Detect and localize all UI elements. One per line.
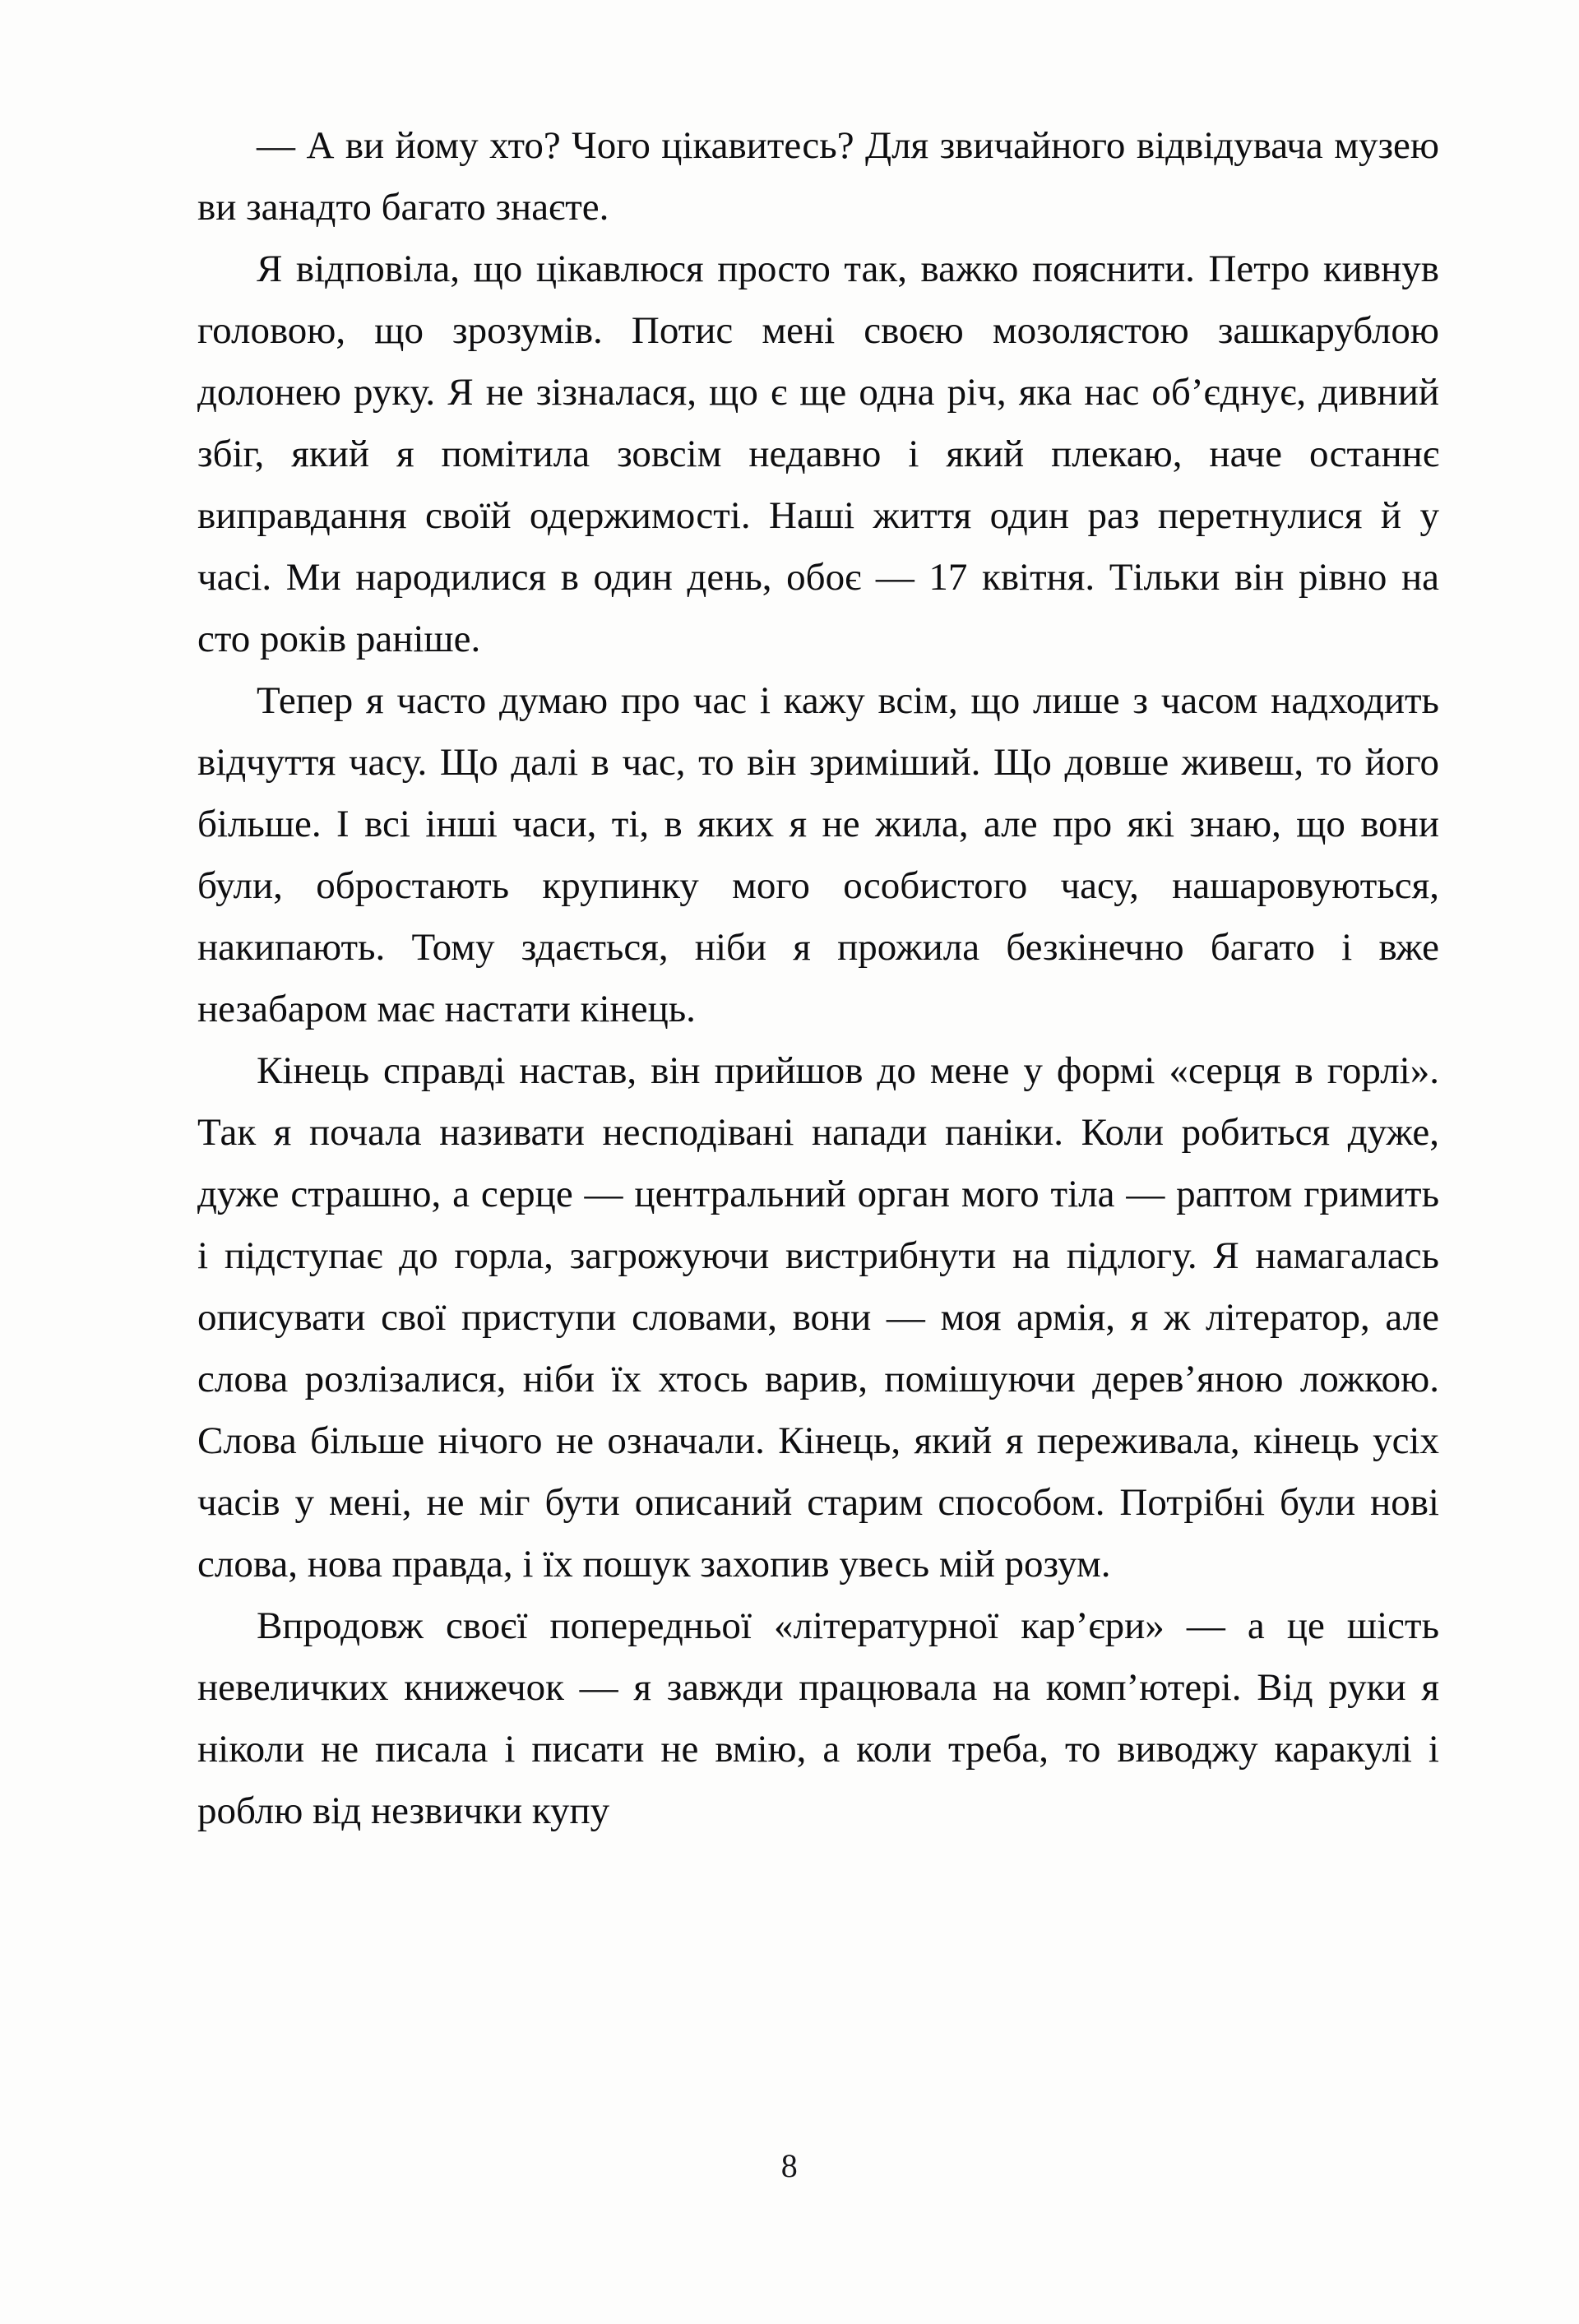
paragraph: Кінець справді настав, він прийшов до мене у формі «серця в горлі». Так я почала називати несподівані напади паніки. Коли робиться дуже, дуже страшно, а серце — центральний орган мого тіла — раптом гримить і підступає до горла, загрожуючи вистрибнути на підлогу. Я намагалась описувати свої приступи словами, вони — моя армія, я ж літератор, але слова розлізалися, ніби їх хтось варив, помішуючи дерев’яною ложкою. Слова більше нічого не означали. Кінець, який я переживала, кінець усіх часів у мені, не міг бути описаний старим способом. Потрібні були нові слова, нова правда, і їх пошук захопив увесь мій розум.	[197, 1049, 1439, 1586]
paragraph: — А ви йому хто? Чого цікавитесь? Для звичайного відвідувача музею ви занадто багато знаєте.	[197, 124, 1439, 229]
paragraph: Впродовж своєї попередньої «літературної кар’єри» — а це шість невеличких книжечок — я завжди працювала на комп’ютері. Від руки я ніколи не писала і писати не вмію, а коли треба, то виводжу каракулі і роблю від незвички купу	[197, 1604, 1439, 1832]
page-text-block	[197, 115, 1439, 1842]
page-number: 8	[780, 2147, 799, 2184]
paragraph: Тепер я часто думаю про час і кажу всім, що лише з часом надходить відчуття часу. Що далі в час, то він зриміший. Що довше живеш, то його більше. І всі інші часи, ті, в яких я не жила, але про які знаю, що вони були, обростають крупинку мого особистого часу, нашаровуються, накипають. Тому здається, ніби я прожила безкінечно багато і вже незабаром має настати кінець.	[197, 679, 1439, 1030]
paragraph: Я відповіла, що цікавлюся просто так, важко пояснити. Петро кивнув головою, що зрозумів. Потис мені своєю мозолястою зашкарублою долонею руку. Я не зізналася, що є ще одна річ, яка нас об’єднує, дивний збіг, який я помітила зовсім недавно і який плекаю, наче останнє виправдання своїй одержимості. Наші життя один раз перетнулися й у часі. Ми народилися в один день, обоє — 17 квітня. Тільки він рівно на сто років раніше.	[197, 248, 1439, 660]
